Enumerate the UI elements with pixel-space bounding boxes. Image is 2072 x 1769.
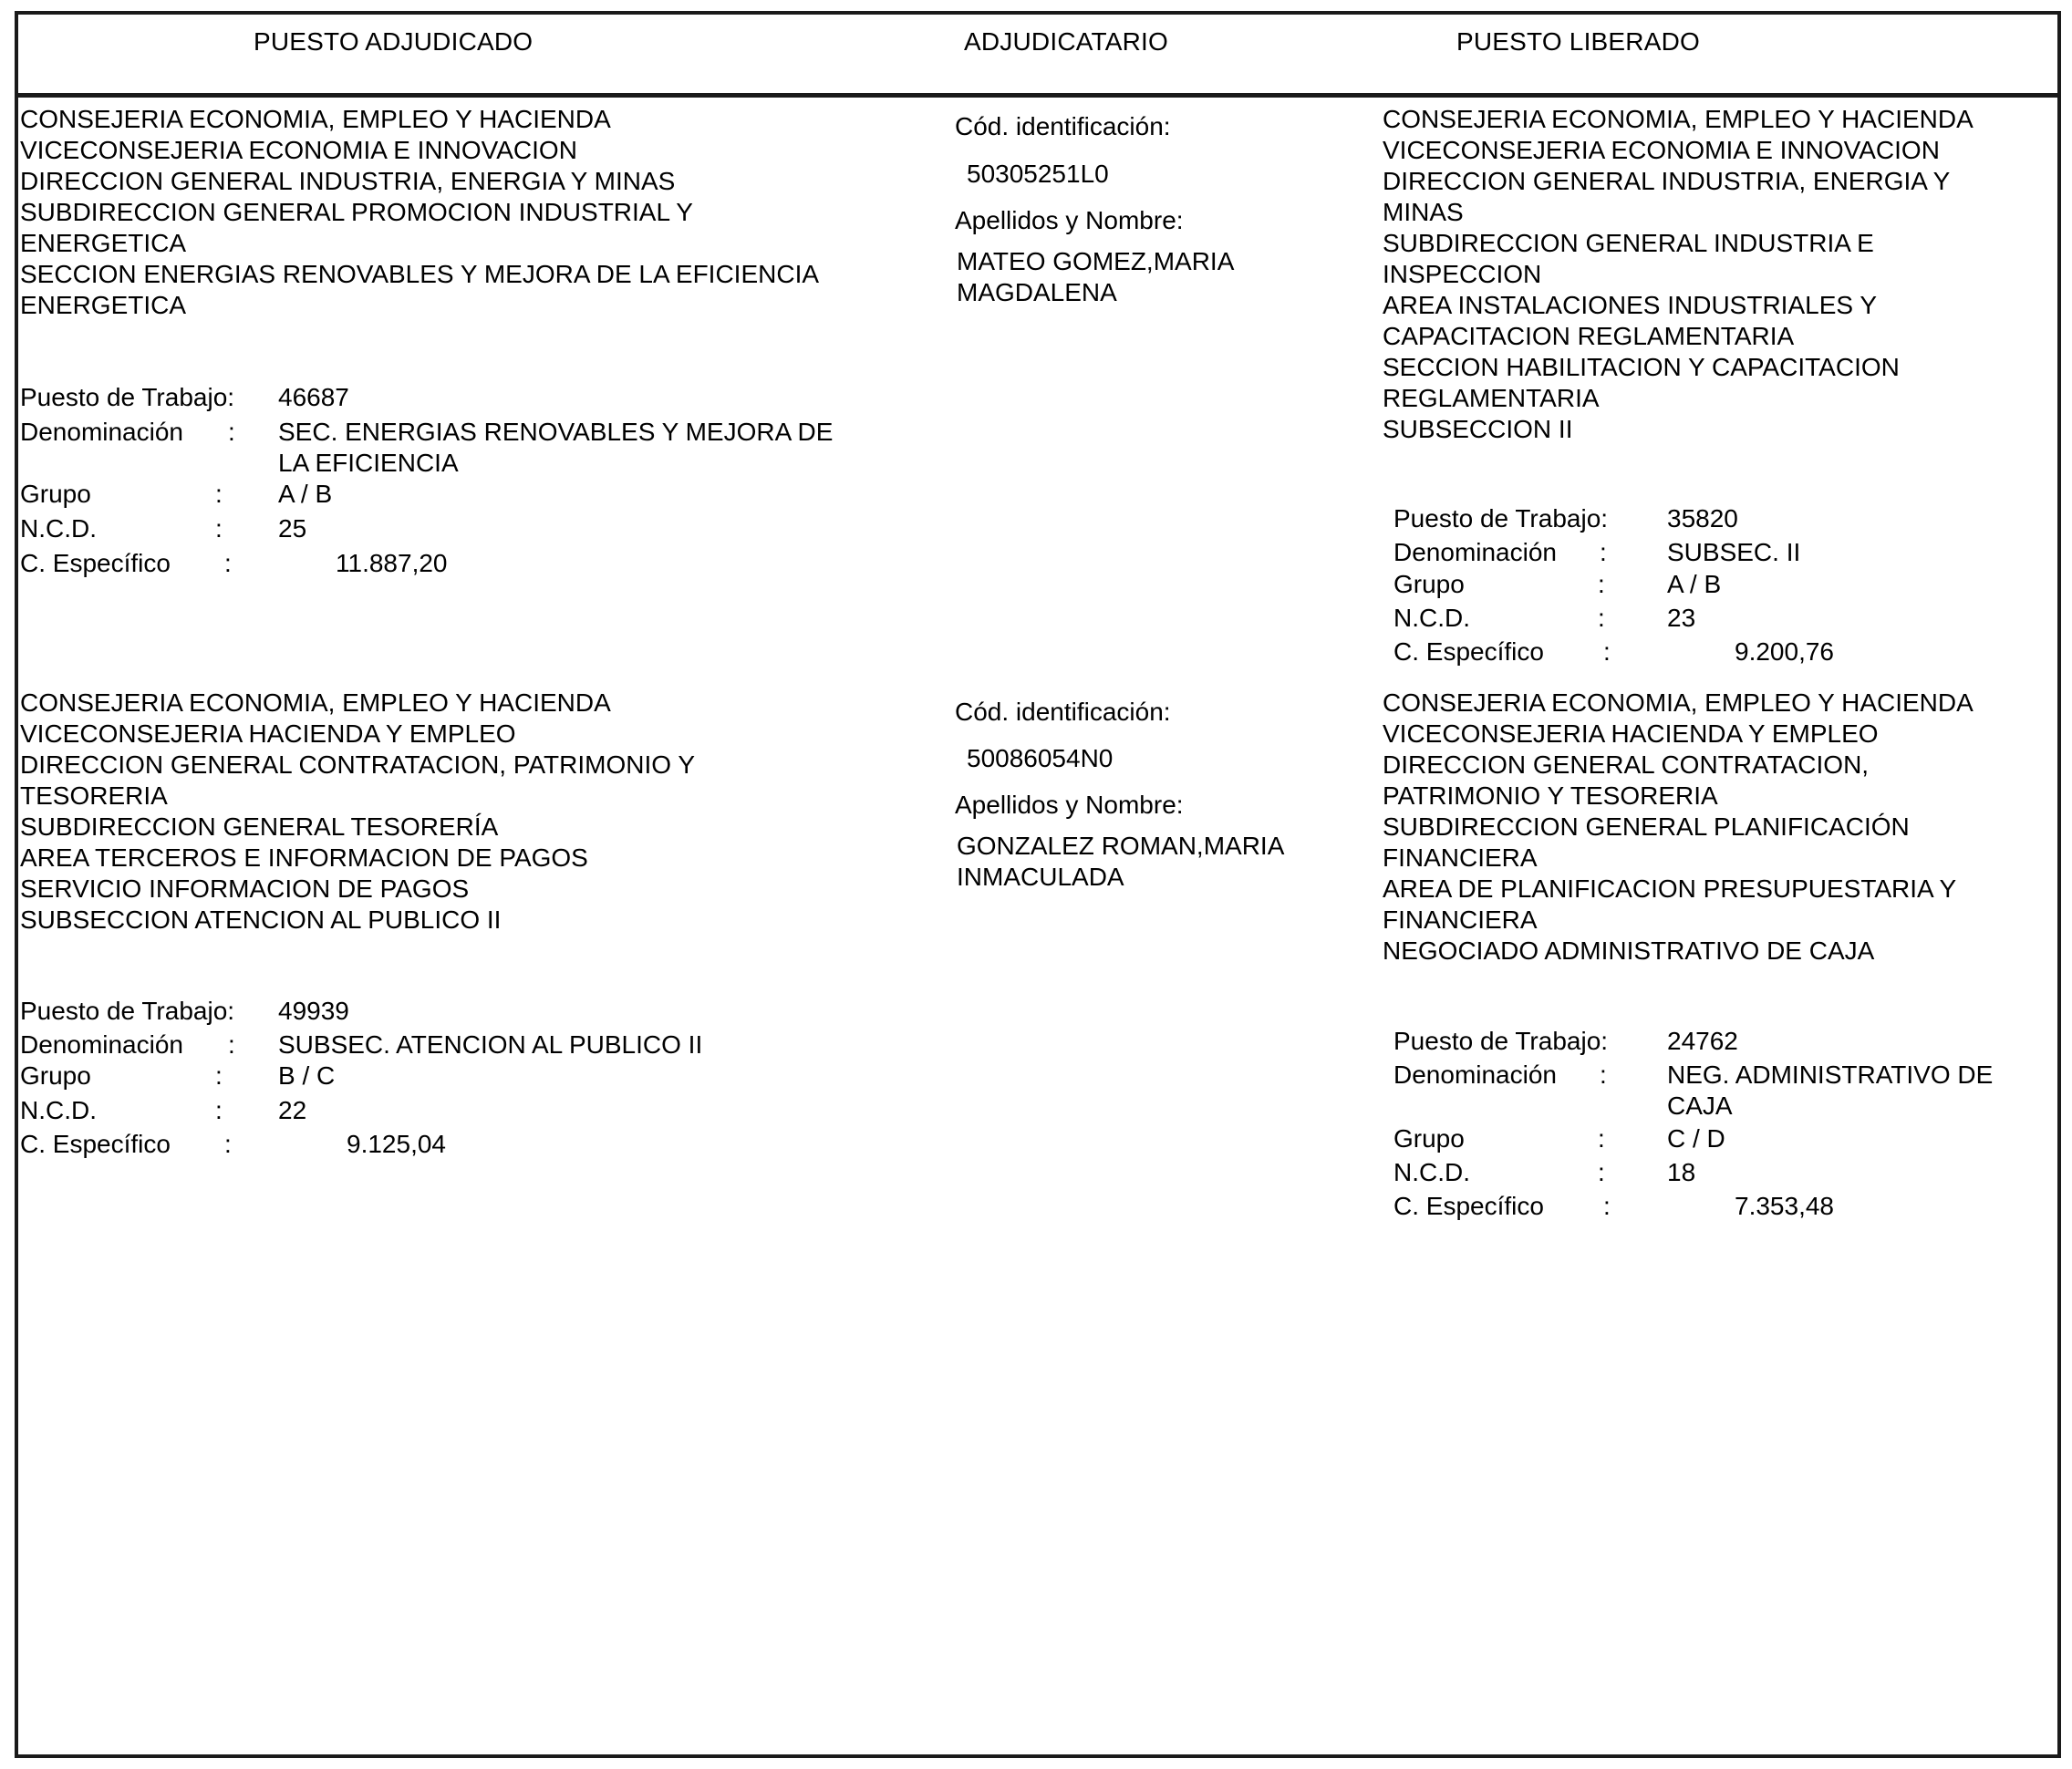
header-puesto-adjudicado: PUESTO ADJUDICADO bbox=[254, 27, 534, 56]
org-line: INSPECCION bbox=[1383, 260, 1542, 288]
nombre-line: GONZALEZ ROMAN,MARIA bbox=[957, 832, 1285, 860]
org-line: DIRECCION GENERAL CONTRATACION, PATRIMONIO Y bbox=[20, 750, 695, 779]
label-grupo: Grupo bbox=[1393, 570, 1465, 598]
denominacion-line: LA EFICIENCIA bbox=[278, 449, 459, 477]
denominacion-line: NEG. ADMINISTRATIVO DE bbox=[1667, 1060, 1994, 1089]
value-grupo: B / C bbox=[278, 1061, 336, 1090]
colon: : bbox=[215, 1061, 223, 1090]
label-c-especifico: C. Específico bbox=[20, 549, 171, 577]
label-denominacion: Denominación bbox=[20, 1030, 183, 1059]
value-grupo: C / D bbox=[1667, 1124, 1725, 1153]
label-ncd: N.C.D. bbox=[20, 1096, 97, 1124]
org-line: VICECONSEJERIA HACIENDA Y EMPLEO bbox=[20, 719, 516, 748]
colon: : bbox=[224, 1130, 232, 1158]
org-line: FINANCIERA bbox=[1383, 905, 1538, 934]
value-apellidos-nombre bbox=[957, 831, 1284, 893]
value-ncd: 22 bbox=[278, 1096, 307, 1124]
org-line: PATRIMONIO Y TESORERIA bbox=[1383, 781, 1718, 810]
value-grupo: A / B bbox=[1667, 570, 1722, 598]
denominacion-line: SUBSEC. ATENCION AL PUBLICO II bbox=[278, 1030, 703, 1059]
header-adjudicatario: ADJUDICATARIO bbox=[964, 27, 1169, 56]
label-grupo: Grupo bbox=[20, 480, 91, 508]
org-line: VICECONSEJERIA ECONOMIA E INNOVACION bbox=[1383, 136, 1940, 164]
org-line: ENERGETICA bbox=[20, 291, 187, 319]
label-puesto-trabajo: Puesto de Trabajo: bbox=[1393, 1027, 1609, 1055]
value-ncd: 23 bbox=[1667, 604, 1696, 632]
org-line: VICECONSEJERIA ECONOMIA E INNOVACION bbox=[20, 136, 577, 164]
label-denominacion: Denominación bbox=[1393, 1060, 1557, 1089]
entry-2-adjudicado-org bbox=[20, 688, 695, 936]
colon: : bbox=[1598, 604, 1605, 632]
org-line: CONSEJERIA ECONOMIA, EMPLEO Y HACIENDA bbox=[20, 105, 611, 133]
org-line: DIRECCION GENERAL INDUSTRIA, ENERGIA Y bbox=[1383, 167, 1951, 195]
label-c-especifico: C. Específico bbox=[1393, 637, 1544, 666]
label-puesto-trabajo: Puesto de Trabajo: bbox=[20, 997, 235, 1025]
org-line: REGLAMENTARIA bbox=[1383, 384, 1600, 412]
entry-1-adjudicado-org bbox=[20, 104, 819, 321]
label-c-especifico: C. Específico bbox=[1393, 1192, 1544, 1220]
org-line: SUBSECCION ATENCION AL PUBLICO II bbox=[20, 905, 502, 934]
colon: : bbox=[1603, 1192, 1611, 1220]
org-line: SECCION ENERGIAS RENOVABLES Y MEJORA DE LA EFICIENCIA bbox=[20, 260, 820, 288]
value-puesto-trabajo: 35820 bbox=[1667, 504, 1738, 533]
org-line: AREA INSTALACIONES INDUSTRIALES Y bbox=[1383, 291, 1878, 319]
value-ncd: 18 bbox=[1667, 1158, 1696, 1186]
label-ncd: N.C.D. bbox=[1393, 1158, 1470, 1186]
label-cod-identificacion: Cód. identificación: bbox=[955, 698, 1171, 726]
entry-1-liberado-org bbox=[1383, 104, 1974, 445]
colon: : bbox=[228, 418, 235, 446]
value-grupo: A / B bbox=[278, 480, 333, 508]
nombre-line: MAGDALENA bbox=[957, 278, 1117, 306]
value-denominacion bbox=[278, 1029, 702, 1060]
value-denominacion bbox=[1667, 1060, 1993, 1122]
denominacion-line: SUBSEC. II bbox=[1667, 538, 1801, 566]
label-grupo: Grupo bbox=[20, 1061, 91, 1090]
org-line: SUBDIRECCION GENERAL PLANIFICACIÓN bbox=[1383, 812, 1910, 841]
label-ncd: N.C.D. bbox=[1393, 604, 1470, 632]
label-denominacion: Denominación bbox=[20, 418, 183, 446]
colon: : bbox=[215, 480, 223, 508]
org-line: TESORERIA bbox=[20, 781, 168, 810]
org-line: SERVICIO INFORMACION DE PAGOS bbox=[20, 874, 470, 903]
value-apellidos-nombre bbox=[957, 246, 1234, 308]
value-denominacion bbox=[278, 417, 833, 479]
colon: : bbox=[228, 1030, 235, 1059]
nombre-line: INMACULADA bbox=[957, 863, 1124, 891]
value-puesto-trabajo: 24762 bbox=[1667, 1027, 1738, 1055]
value-c-especifico: 9.200,76 bbox=[1735, 637, 1834, 666]
org-line: FINANCIERA bbox=[1383, 843, 1538, 872]
label-puesto-trabajo: Puesto de Trabajo: bbox=[1393, 504, 1609, 533]
org-line: ENERGETICA bbox=[20, 229, 187, 257]
denominacion-line: SEC. ENERGIAS RENOVABLES Y MEJORA DE bbox=[278, 418, 834, 446]
label-grupo: Grupo bbox=[1393, 1124, 1465, 1153]
org-line: SUBDIRECCION GENERAL INDUSTRIA E bbox=[1383, 229, 1874, 257]
value-cod-identificacion: 50305251L0 bbox=[967, 160, 1109, 188]
value-denominacion bbox=[1667, 537, 1800, 568]
org-line: AREA TERCEROS E INFORMACION DE PAGOS bbox=[20, 843, 588, 872]
label-cod-identificacion: Cód. identificación: bbox=[955, 112, 1171, 140]
org-line: CONSEJERIA ECONOMIA, EMPLEO Y HACIENDA bbox=[1383, 105, 1974, 133]
colon: : bbox=[1600, 538, 1607, 566]
org-line: MINAS bbox=[1383, 198, 1464, 226]
header-puesto-liberado: PUESTO LIBERADO bbox=[1456, 27, 1701, 56]
value-c-especifico: 7.353,48 bbox=[1735, 1192, 1834, 1220]
label-ncd: N.C.D. bbox=[20, 514, 97, 543]
org-line: VICECONSEJERIA HACIENDA Y EMPLEO bbox=[1383, 719, 1879, 748]
org-line: SUBDIRECCION GENERAL TESORERÍA bbox=[20, 812, 499, 841]
value-c-especifico: 11.887,20 bbox=[336, 549, 448, 577]
value-c-especifico: 9.125,04 bbox=[347, 1130, 446, 1158]
label-apellidos-nombre: Apellidos y Nombre: bbox=[955, 791, 1184, 819]
label-puesto-trabajo: Puesto de Trabajo: bbox=[20, 383, 235, 411]
colon: : bbox=[1598, 1124, 1605, 1153]
colon: : bbox=[224, 549, 232, 577]
org-line: DIRECCION GENERAL INDUSTRIA, ENERGIA Y MINAS bbox=[20, 167, 676, 195]
header-divider bbox=[15, 93, 2061, 98]
org-line: NEGOCIADO ADMINISTRATIVO DE CAJA bbox=[1383, 936, 1875, 965]
label-apellidos-nombre: Apellidos y Nombre: bbox=[955, 206, 1184, 234]
value-cod-identificacion: 50086054N0 bbox=[967, 744, 1114, 772]
label-c-especifico: C. Específico bbox=[20, 1130, 171, 1158]
colon: : bbox=[1598, 1158, 1605, 1186]
value-puesto-trabajo: 49939 bbox=[278, 997, 349, 1025]
nombre-line: MATEO GOMEZ,MARIA bbox=[957, 247, 1235, 275]
colon: : bbox=[1598, 570, 1605, 598]
label-denominacion: Denominación bbox=[1393, 538, 1557, 566]
value-puesto-trabajo: 46687 bbox=[278, 383, 349, 411]
org-line: DIRECCION GENERAL CONTRATACION, bbox=[1383, 750, 1870, 779]
denominacion-line: CAJA bbox=[1667, 1091, 1733, 1120]
colon: : bbox=[215, 514, 223, 543]
org-line: SUBSECCION II bbox=[1383, 415, 1573, 443]
colon: : bbox=[215, 1096, 223, 1124]
colon: : bbox=[1600, 1060, 1607, 1089]
org-line: SUBDIRECCION GENERAL PROMOCION INDUSTRIAL Y bbox=[20, 198, 693, 226]
colon: : bbox=[1603, 637, 1611, 666]
org-line: AREA DE PLANIFICACION PRESUPUESTARIA Y bbox=[1383, 874, 1957, 903]
org-line: CAPACITACION REGLAMENTARIA bbox=[1383, 322, 1795, 350]
value-ncd: 25 bbox=[278, 514, 307, 543]
entry-2-liberado-org bbox=[1383, 688, 1974, 967]
org-line: CONSEJERIA ECONOMIA, EMPLEO Y HACIENDA bbox=[1383, 688, 1974, 717]
org-line: SECCION HABILITACION Y CAPACITACION bbox=[1383, 353, 1900, 381]
org-line: CONSEJERIA ECONOMIA, EMPLEO Y HACIENDA bbox=[20, 688, 611, 717]
